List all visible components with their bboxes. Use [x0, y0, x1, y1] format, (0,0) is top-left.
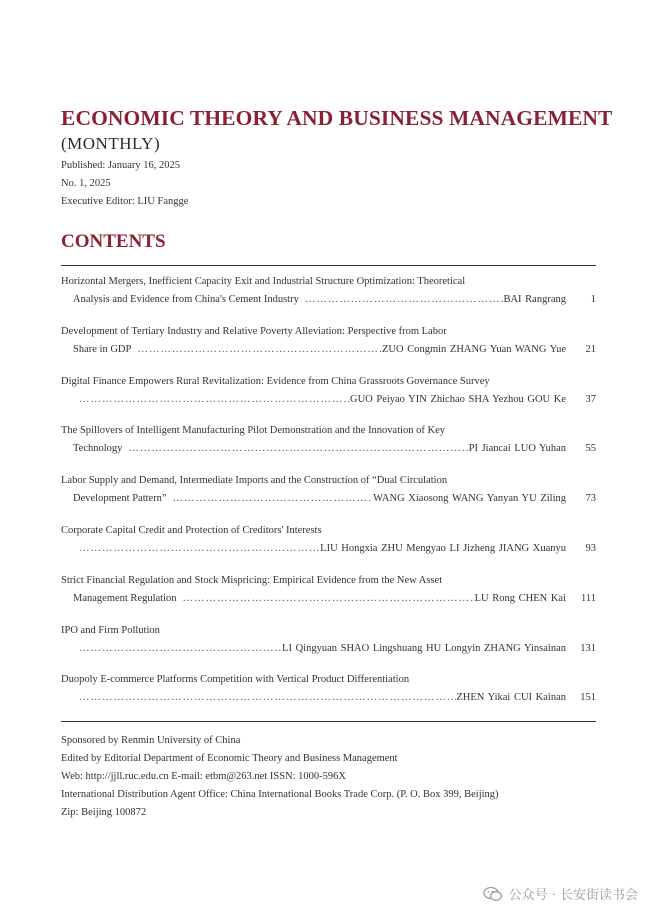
- article-title-continued: Development Pattern”: [73, 493, 167, 505]
- toc-entry[interactable]: [61, 425, 596, 475]
- leader-dots: [73, 643, 282, 654]
- article-title: IPO and Firm Pollution: [61, 624, 160, 636]
- article-title: Development of Tertiary Industry and Relative Poverty Alleviation: Perspective from Labor: [61, 325, 447, 337]
- leader-dots: [177, 593, 475, 604]
- toc-entry[interactable]: [61, 276, 596, 326]
- table-of-contents: [61, 276, 596, 724]
- article-title-continued: Share in GDP: [73, 343, 132, 355]
- article-title-continued: Analysis and Evidence from China's Cement Industry: [73, 294, 299, 305]
- journal-frequency: (MONTHLY): [61, 134, 161, 153]
- leader-dots: [122, 443, 468, 454]
- leader-dots: [73, 543, 320, 554]
- article-title: Strict Financial Regulation and Stock Mispricing: Empirical Evidence from the New Asset: [61, 574, 443, 586]
- article-authors: WANG Xiaosong WANG Yanyan YU Ziling: [373, 493, 566, 505]
- issue-number: No. 1, 2025: [61, 178, 111, 189]
- article-authors: LIU Hongxia ZHU Mengyao LI Jizheng JIANG Xuanyu: [320, 542, 566, 554]
- publication-info: [61, 732, 601, 822]
- leader-dots: [167, 493, 374, 504]
- sponsor-line: Sponsored by Renmin University of China: [61, 735, 241, 746]
- toc-entry[interactable]: [61, 525, 596, 575]
- contents-bottom-rule: [61, 721, 596, 722]
- article-title: Duopoly E-commerce Platforms Competition with Vertical Product Differentiation: [61, 674, 410, 686]
- article-title: The Spillovers of Intelligent Manufacturing Pilot Demonstration and the Innovation of Key: [61, 425, 446, 437]
- page-number: 73: [585, 493, 596, 505]
- page-number: 151: [580, 692, 596, 704]
- leader-dots: [73, 692, 456, 703]
- toc-entry[interactable]: [61, 376, 596, 426]
- published-date: Published: January 16, 2025: [61, 160, 180, 171]
- page-number: 131: [580, 642, 596, 654]
- article-title-continued: Technology: [73, 443, 123, 455]
- article-authors: GUO Peiyao YIN Zhichao SHA Yezhou GOU Ke: [349, 393, 566, 405]
- toc-entry[interactable]: [61, 326, 596, 376]
- contents-heading: CONTENTS: [61, 231, 166, 252]
- article-title: Digital Finance Empowers Rural Revitalization: Evidence from China Grassroots Governance Survey: [61, 375, 490, 387]
- zip-line: Zip: Beijing 100872: [61, 807, 147, 818]
- contact-line: Web: http://jjll.ruc.edu.cn E-mail: etbm@263.net ISSN: 1000-596X: [61, 771, 346, 782]
- editorial-department-line: Edited by Editorial Department of Economic Theory and Business Management: [61, 753, 398, 764]
- watermark: [483, 884, 638, 903]
- page-number: 111: [581, 592, 596, 604]
- article-authors: PI Jiancai LUO Yuhan: [468, 443, 566, 455]
- article-title-continued: Management Regulation: [73, 592, 177, 604]
- page-number: 55: [585, 443, 596, 455]
- page-number: 1: [590, 294, 596, 305]
- leader-dots: [73, 394, 350, 405]
- watermark-text: 公众号 · 长安街读书会: [508, 888, 638, 903]
- article-title: Labor Supply and Demand, Intermediate Imports and the Construction of “Dual Circulation: [61, 475, 448, 487]
- article-authors: ZHEN Yikai CUI Kainan: [456, 692, 566, 704]
- executive-editor: Executive Editor: LIU Fangge: [61, 196, 189, 207]
- page-number: 21: [585, 343, 596, 355]
- toc-entry[interactable]: [61, 625, 596, 675]
- journal-title: ECONOMIC THEORY AND BUSINESS MANAGEMENT: [61, 106, 613, 130]
- wechat-icon: [483, 886, 503, 902]
- distribution-line: International Distribution Agent Office: China International Books Trade Corp. (P. O. Box 399, Beijing): [61, 789, 499, 800]
- toc-entry[interactable]: [61, 674, 596, 724]
- leader-dots: [299, 294, 504, 305]
- article-title: Corporate Capital Credit and Protection of Creditors' Interests: [61, 524, 322, 536]
- page-number: 93: [585, 542, 596, 554]
- article-authors: LU Rong CHEN Kai: [474, 592, 566, 604]
- toc-entry[interactable]: [61, 575, 596, 625]
- article-title: Horizontal Mergers, Inefficient Capacity Exit and Industrial Structure Optimization: Theoretical: [61, 276, 466, 287]
- page-number: 37: [585, 393, 596, 405]
- article-authors: ZUO Congmin ZHANG Yuan WANG Yue: [382, 343, 566, 355]
- leader-dots: [131, 344, 382, 355]
- article-authors: LI Qingyuan SHAO Lingshuang HU Longyin ZHANG Yinsainan: [282, 642, 566, 654]
- article-authors: BAI Rangrang: [503, 294, 566, 305]
- toc-entry[interactable]: [61, 475, 596, 525]
- contents-top-rule: [61, 265, 596, 266]
